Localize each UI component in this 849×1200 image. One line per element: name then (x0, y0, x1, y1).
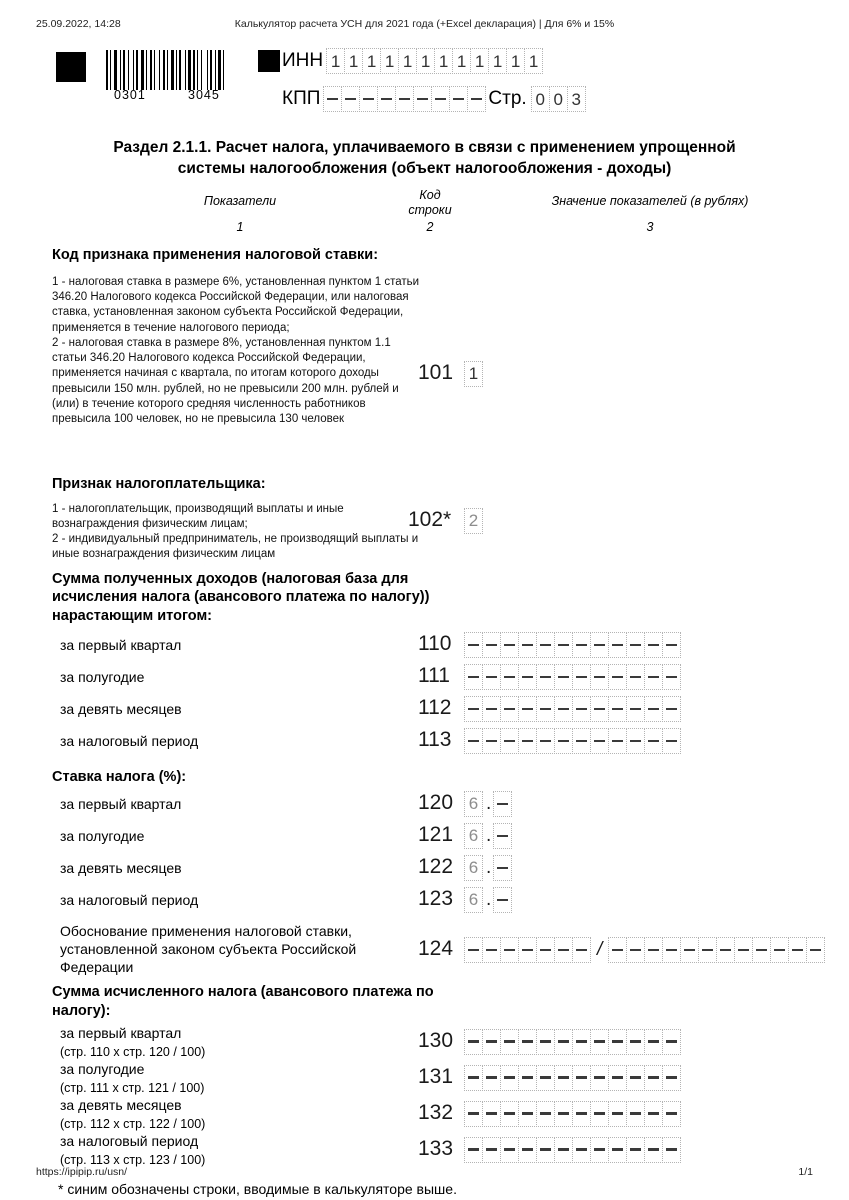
cell-132-11[interactable] (644, 1101, 663, 1127)
cell-133-2[interactable] (482, 1137, 501, 1163)
cell-110-10[interactable] (626, 632, 645, 658)
cell-132-5[interactable] (536, 1101, 555, 1127)
cell-112-9[interactable] (608, 696, 627, 722)
cell-131-4[interactable] (518, 1065, 537, 1091)
row-value-120[interactable] (464, 791, 512, 817)
row-132 (52, 1097, 813, 1133)
cell-133-11[interactable] (644, 1137, 663, 1163)
cell-131-5[interactable] (536, 1065, 555, 1091)
row-label-113: за налоговый период (60, 733, 199, 750)
print-footer-page: 1/1 (798, 1166, 813, 1178)
kpp-cell-4[interactable] (377, 86, 396, 112)
row-code-121: 121 (418, 822, 454, 846)
row-label-110: за первый квартал (60, 637, 182, 654)
legend-rate-sign-1: 1 - налоговая ставка в размере 6%, установленная пунктом 1 статьи 346.20 Налогового кодекса Российской Федерации, или налоговая ставка, установленная законом субъекта Российской Федерации, применяется в течение налогового периода; (52, 275, 420, 334)
inn-cell-7[interactable]: 1 (434, 48, 453, 74)
heading-rate-sign: Код признака применения налоговой ставки: (52, 246, 379, 263)
decimal-separator-123: . (486, 888, 492, 910)
row-formula-133: (стр. 113 х стр. 123 / 100) (60, 1152, 206, 1167)
heading-income: Сумма полученных доходов (налоговая база для исчисления налога (авансового платежа по налогу)) нарастающим итогом: (52, 570, 430, 625)
cell-130-12[interactable] (662, 1029, 681, 1055)
cell-113-9[interactable] (608, 728, 627, 754)
row-111 (52, 664, 813, 696)
cell-110-9[interactable] (608, 632, 627, 658)
cell-124-right-8[interactable] (734, 937, 753, 963)
cell-101-1[interactable]: 1 (464, 361, 483, 387)
heading-taxpayer-sign: Признак налогоплательщика: (52, 475, 266, 492)
cell-102-1[interactable]: 2 (464, 508, 483, 534)
cell-111-9[interactable] (608, 664, 627, 690)
cell-132-1[interactable] (464, 1101, 483, 1127)
inn-cell-12[interactable]: 1 (524, 48, 543, 74)
cell-132-8[interactable] (590, 1101, 609, 1127)
row-code-113: 113 (418, 728, 452, 752)
cell-124-right-2[interactable] (626, 937, 645, 963)
row-label-132: за девять месяцев (60, 1096, 182, 1113)
cell-112-11[interactable] (644, 696, 663, 722)
row-label-133: за налоговый период (60, 1132, 199, 1149)
row-value-113[interactable] (464, 728, 681, 754)
page-cell-1[interactable]: 0 (531, 86, 550, 112)
cell-120-int[interactable]: 6 (464, 791, 483, 817)
cell-121-int[interactable]: 6 (464, 823, 483, 849)
cell-130-6[interactable] (554, 1029, 573, 1055)
row-code-110: 110 (418, 632, 452, 656)
cell-124-left-7[interactable] (572, 937, 591, 963)
cell-133-3[interactable] (500, 1137, 519, 1163)
row-formula-131: (стр. 111 х стр. 121 / 100) (60, 1080, 205, 1095)
cell-131-8[interactable] (590, 1065, 609, 1091)
cell-111-8[interactable] (590, 664, 609, 690)
cell-132-3[interactable] (500, 1101, 519, 1127)
legend-taxpayer-sign-1: 1 - налогоплательщик, производящий выплаты и иные вознаграждения физическим лицам; (52, 502, 344, 530)
cell-130-3[interactable] (500, 1029, 519, 1055)
row-code-133: 133 (418, 1136, 454, 1160)
cell-112-8[interactable] (590, 696, 609, 722)
row-124-right-cells[interactable] (608, 937, 825, 963)
row-123 (52, 887, 813, 919)
kpp-cell-7[interactable] (431, 86, 450, 112)
footnote: * синим обозначены строки, вводимые в калькуляторе выше. (58, 1180, 457, 1197)
inn-cell-2[interactable]: 1 (344, 48, 363, 74)
row-133 (52, 1133, 813, 1169)
cell-113-3[interactable] (500, 728, 519, 754)
cell-113-1[interactable] (464, 728, 483, 754)
cell-112-12[interactable] (662, 696, 681, 722)
cell-110-2[interactable] (482, 632, 501, 658)
inn-cell-8[interactable]: 1 (452, 48, 471, 74)
cell-132-7[interactable] (572, 1101, 591, 1127)
column-number-3: 3 (646, 219, 654, 234)
heading-tax: Сумма исчисленного налога (авансового платежа по налогу): (52, 983, 434, 1019)
row-120 (52, 791, 813, 823)
row-value-110[interactable] (464, 632, 681, 658)
cell-113-6[interactable] (554, 728, 573, 754)
cell-123-frac[interactable] (493, 887, 512, 913)
row-102 (52, 498, 813, 564)
cell-124-right-1[interactable] (608, 937, 627, 963)
row-label-124: Обоснование применения налоговой ставки, установленной законом субъекта Российской Федерации (60, 922, 357, 975)
inn-label: ИНН (282, 50, 324, 71)
row-124-left-cells[interactable] (464, 937, 591, 963)
cell-112-1[interactable] (464, 696, 483, 722)
decimal-separator-121: . (486, 824, 492, 846)
cell-111-7[interactable] (572, 664, 591, 690)
cell-132-6[interactable] (554, 1101, 573, 1127)
decimal-separator-122: . (486, 856, 492, 878)
kpp-cell-9[interactable] (467, 86, 486, 112)
cell-133-9[interactable] (608, 1137, 627, 1163)
row-formula-132: (стр. 112 х стр. 122 / 100) (60, 1116, 206, 1131)
cell-130-2[interactable] (482, 1029, 501, 1055)
row-124-separator: / (597, 938, 603, 960)
cell-122-int[interactable]: 6 (464, 855, 483, 881)
cell-124-left-1[interactable] (464, 937, 483, 963)
row-113 (52, 728, 813, 760)
row-code-101: 101 (418, 360, 454, 384)
barcode-bars (106, 50, 252, 90)
kpp-cells[interactable] (323, 86, 486, 112)
row-131 (52, 1061, 813, 1097)
page-cell-3[interactable]: 3 (567, 86, 586, 112)
cell-112-3[interactable] (500, 696, 519, 722)
cell-133-7[interactable] (572, 1137, 591, 1163)
column-caption-code-line2: строки (408, 203, 452, 218)
row-code-132: 132 (418, 1100, 454, 1124)
row-label-121: за полугодие (60, 827, 145, 844)
row-label-112: за девять месяцев (60, 701, 182, 718)
cell-130-10[interactable] (626, 1029, 645, 1055)
cell-124-right-12[interactable] (806, 937, 825, 963)
row-112 (52, 696, 813, 728)
cell-124-right-4[interactable] (662, 937, 681, 963)
cell-132-10[interactable] (626, 1101, 645, 1127)
cell-131-10[interactable] (626, 1065, 645, 1091)
legend-taxpayer-sign-2: 2 - индивидуальный предприниматель, не производящий выплаты и иные вознаграждения физическим лицам (52, 533, 419, 561)
row-value-122[interactable] (464, 855, 512, 881)
row-value-131[interactable] (464, 1065, 681, 1091)
cell-133-6[interactable] (554, 1137, 573, 1163)
cell-120-frac[interactable] (493, 791, 512, 817)
cell-110-3[interactable] (500, 632, 519, 658)
inn-kpp-block (258, 46, 586, 114)
page-number-cells[interactable] (531, 86, 586, 112)
cell-112-4[interactable] (518, 696, 537, 722)
cell-122-frac[interactable] (493, 855, 512, 881)
row-value-102[interactable] (464, 508, 483, 534)
inn-cell-5[interactable]: 1 (398, 48, 417, 74)
cell-113-12[interactable] (662, 728, 681, 754)
row-code-130: 130 (418, 1028, 454, 1052)
row-value-130[interactable] (464, 1029, 681, 1055)
barcode (106, 50, 252, 90)
column-number-1: 1 (236, 219, 244, 234)
cell-132-9[interactable] (608, 1101, 627, 1127)
cell-112-6[interactable] (554, 696, 573, 722)
form-content (0, 46, 849, 1197)
column-number-2: 2 (426, 219, 434, 234)
cell-111-1[interactable] (464, 664, 483, 690)
cell-132-12[interactable] (662, 1101, 681, 1127)
cell-124-left-6[interactable] (554, 937, 573, 963)
cell-111-4[interactable] (518, 664, 537, 690)
row-121 (52, 823, 813, 855)
legend-rate-sign-2: 2 - налоговая ставка в размере 8%, установленная пунктом 1.1 статьи 346.20 Налогового кодекса Российской Федерации, применяется начиная с квартала, по итогам которого доходы превысили 150 млн. рублей, но не превысили 200 млн. рублей и (или) в течение которого средняя численность работников превысила 100 человек, но не превысила 130 человек (52, 336, 399, 426)
row-code-102: 102* (408, 507, 452, 531)
cell-130-1[interactable] (464, 1029, 483, 1055)
cell-113-10[interactable] (626, 728, 645, 754)
column-captions (0, 187, 849, 240)
cell-112-7[interactable] (572, 696, 591, 722)
cell-124-right-9[interactable] (752, 937, 771, 963)
decimal-separator-120: . (486, 792, 492, 814)
row-value-112[interactable] (464, 696, 681, 722)
cell-131-12[interactable] (662, 1065, 681, 1091)
cell-131-6[interactable] (554, 1065, 573, 1091)
cell-130-8[interactable] (590, 1029, 609, 1055)
row-value-101[interactable] (464, 361, 483, 387)
row-label-111: за полугодие (60, 669, 145, 686)
row-value-121[interactable] (464, 823, 512, 849)
cell-112-10[interactable] (626, 696, 645, 722)
print-footer (0, 1166, 849, 1182)
kpp-cell-3[interactable] (359, 86, 378, 112)
cell-113-11[interactable] (644, 728, 663, 754)
inn-cells[interactable] (326, 48, 543, 74)
cell-131-11[interactable] (644, 1065, 663, 1091)
row-code-111: 111 (418, 664, 450, 688)
cell-110-4[interactable] (518, 632, 537, 658)
kpp-label: КПП (282, 88, 321, 109)
cell-133-5[interactable] (536, 1137, 555, 1163)
row-value-132[interactable] (464, 1101, 681, 1127)
inn-cell-3[interactable]: 1 (362, 48, 381, 74)
cell-110-5[interactable] (536, 632, 555, 658)
row-code-120: 120 (418, 790, 454, 814)
cell-110-12[interactable] (662, 632, 681, 658)
cell-131-7[interactable] (572, 1065, 591, 1091)
row-value-123[interactable] (464, 887, 512, 913)
row-code-124: 124 (418, 936, 454, 960)
cell-131-2[interactable] (482, 1065, 501, 1091)
inn-cell-9[interactable]: 1 (470, 48, 489, 74)
cell-133-8[interactable] (590, 1137, 609, 1163)
cell-111-3[interactable] (500, 664, 519, 690)
row-code-112: 112 (418, 696, 452, 720)
row-122 (52, 855, 813, 887)
form-body (0, 246, 849, 1169)
cell-111-6[interactable] (554, 664, 573, 690)
column-caption-code-line1: Код (419, 187, 441, 202)
cell-131-9[interactable] (608, 1065, 627, 1091)
section-title (0, 138, 849, 180)
column-caption-code (380, 188, 480, 219)
cell-124-right-6[interactable] (698, 937, 717, 963)
cell-130-4[interactable] (518, 1029, 537, 1055)
identification-strip (56, 46, 849, 124)
kpp-cell-5[interactable] (395, 86, 414, 112)
row-label-131: за полугодие (60, 1060, 145, 1077)
cell-133-10[interactable] (626, 1137, 645, 1163)
row-124 (52, 923, 813, 981)
inn-marker-square (258, 50, 280, 72)
cell-111-11[interactable] (644, 664, 663, 690)
print-header-date: 25.09.2022, 14:28 (36, 18, 121, 30)
cell-112-5[interactable] (536, 696, 555, 722)
corner-marker-square (56, 52, 86, 82)
cell-130-7[interactable] (572, 1029, 591, 1055)
cell-124-right-10[interactable] (770, 937, 789, 963)
row-value-133[interactable] (464, 1137, 681, 1163)
cell-124-right-3[interactable] (644, 937, 663, 963)
row-code-122: 122 (418, 854, 454, 878)
cell-133-1[interactable] (464, 1137, 483, 1163)
cell-133-12[interactable] (662, 1137, 681, 1163)
row-101 (52, 269, 813, 473)
barcode-digits-right: 3045 (188, 88, 220, 102)
cell-130-9[interactable] (608, 1029, 627, 1055)
cell-110-6[interactable] (554, 632, 573, 658)
cell-113-5[interactable] (536, 728, 555, 754)
cell-132-2[interactable] (482, 1101, 501, 1127)
column-caption-indicators: Показатели (203, 193, 277, 208)
kpp-cell-8[interactable] (449, 86, 468, 112)
cell-124-left-5[interactable] (536, 937, 555, 963)
inn-cell-10[interactable]: 1 (488, 48, 507, 74)
cell-111-10[interactable] (626, 664, 645, 690)
inn-cell-1[interactable]: 1 (326, 48, 345, 74)
row-formula-130: (стр. 110 х стр. 120 / 100) (60, 1044, 206, 1059)
row-value-124[interactable] (464, 937, 825, 963)
kpp-cell-1[interactable] (323, 86, 342, 112)
cell-111-12[interactable] (662, 664, 681, 690)
cell-113-7[interactable] (572, 728, 591, 754)
cell-113-2[interactable] (482, 728, 501, 754)
cell-124-left-4[interactable] (518, 937, 537, 963)
inn-row (258, 46, 586, 76)
column-caption-values: Значение показателей (в рублях) (551, 193, 749, 208)
cell-124-right-5[interactable] (680, 937, 699, 963)
kpp-cell-2[interactable] (341, 86, 360, 112)
cell-121-frac[interactable] (493, 823, 512, 849)
cell-124-right-7[interactable] (716, 937, 735, 963)
barcode-digits-left: 0301 (114, 88, 146, 102)
cell-110-11[interactable] (644, 632, 663, 658)
cell-110-1[interactable] (464, 632, 483, 658)
cell-124-right-11[interactable] (788, 937, 807, 963)
cell-131-1[interactable] (464, 1065, 483, 1091)
row-label-130: за первый квартал (60, 1024, 182, 1041)
inn-cell-6[interactable]: 1 (416, 48, 435, 74)
section-title-line2: системы налогообложения (объект налогообложения - доходы) (177, 159, 672, 177)
cell-132-4[interactable] (518, 1101, 537, 1127)
row-label-122: за девять месяцев (60, 859, 182, 876)
page-number-label: Стр. (488, 88, 527, 109)
cell-110-7[interactable] (572, 632, 591, 658)
kpp-cell-6[interactable] (413, 86, 432, 112)
cell-111-5[interactable] (536, 664, 555, 690)
row-code-131: 131 (418, 1064, 454, 1088)
cell-113-8[interactable] (590, 728, 609, 754)
cell-124-left-2[interactable] (482, 937, 501, 963)
cell-133-4[interactable] (518, 1137, 537, 1163)
cell-112-2[interactable] (482, 696, 501, 722)
print-footer-url: https://ipipip.ru/usn/ (36, 1166, 128, 1178)
page-cell-2[interactable]: 0 (549, 86, 568, 112)
inn-cell-4[interactable]: 1 (380, 48, 399, 74)
row-code-123: 123 (418, 886, 454, 910)
row-label-123: за налоговый период (60, 891, 199, 908)
heading-rate: Ставка налога (%): (52, 769, 187, 786)
inn-cell-11[interactable]: 1 (506, 48, 525, 74)
cell-124-left-3[interactable] (500, 937, 519, 963)
print-header (0, 18, 849, 34)
kpp-row (258, 84, 586, 114)
row-value-111[interactable] (464, 664, 681, 690)
cell-130-5[interactable] (536, 1029, 555, 1055)
cell-113-4[interactable] (518, 728, 537, 754)
row-110 (52, 632, 813, 664)
section-title-line1: Раздел 2.1.1. Расчет налога, уплачиваемого в связи с применением упрощенной (113, 139, 736, 156)
cell-123-int[interactable]: 6 (464, 887, 483, 913)
cell-130-11[interactable] (644, 1029, 663, 1055)
print-header-title: Калькулятор расчета УСН для 2021 года (+Excel декларация) | Для 6% и 15% (234, 18, 615, 30)
row-label-120: за первый квартал (60, 795, 182, 812)
row-130 (52, 1025, 813, 1061)
cell-111-2[interactable] (482, 664, 501, 690)
cell-131-3[interactable] (500, 1065, 519, 1091)
cell-110-8[interactable] (590, 632, 609, 658)
